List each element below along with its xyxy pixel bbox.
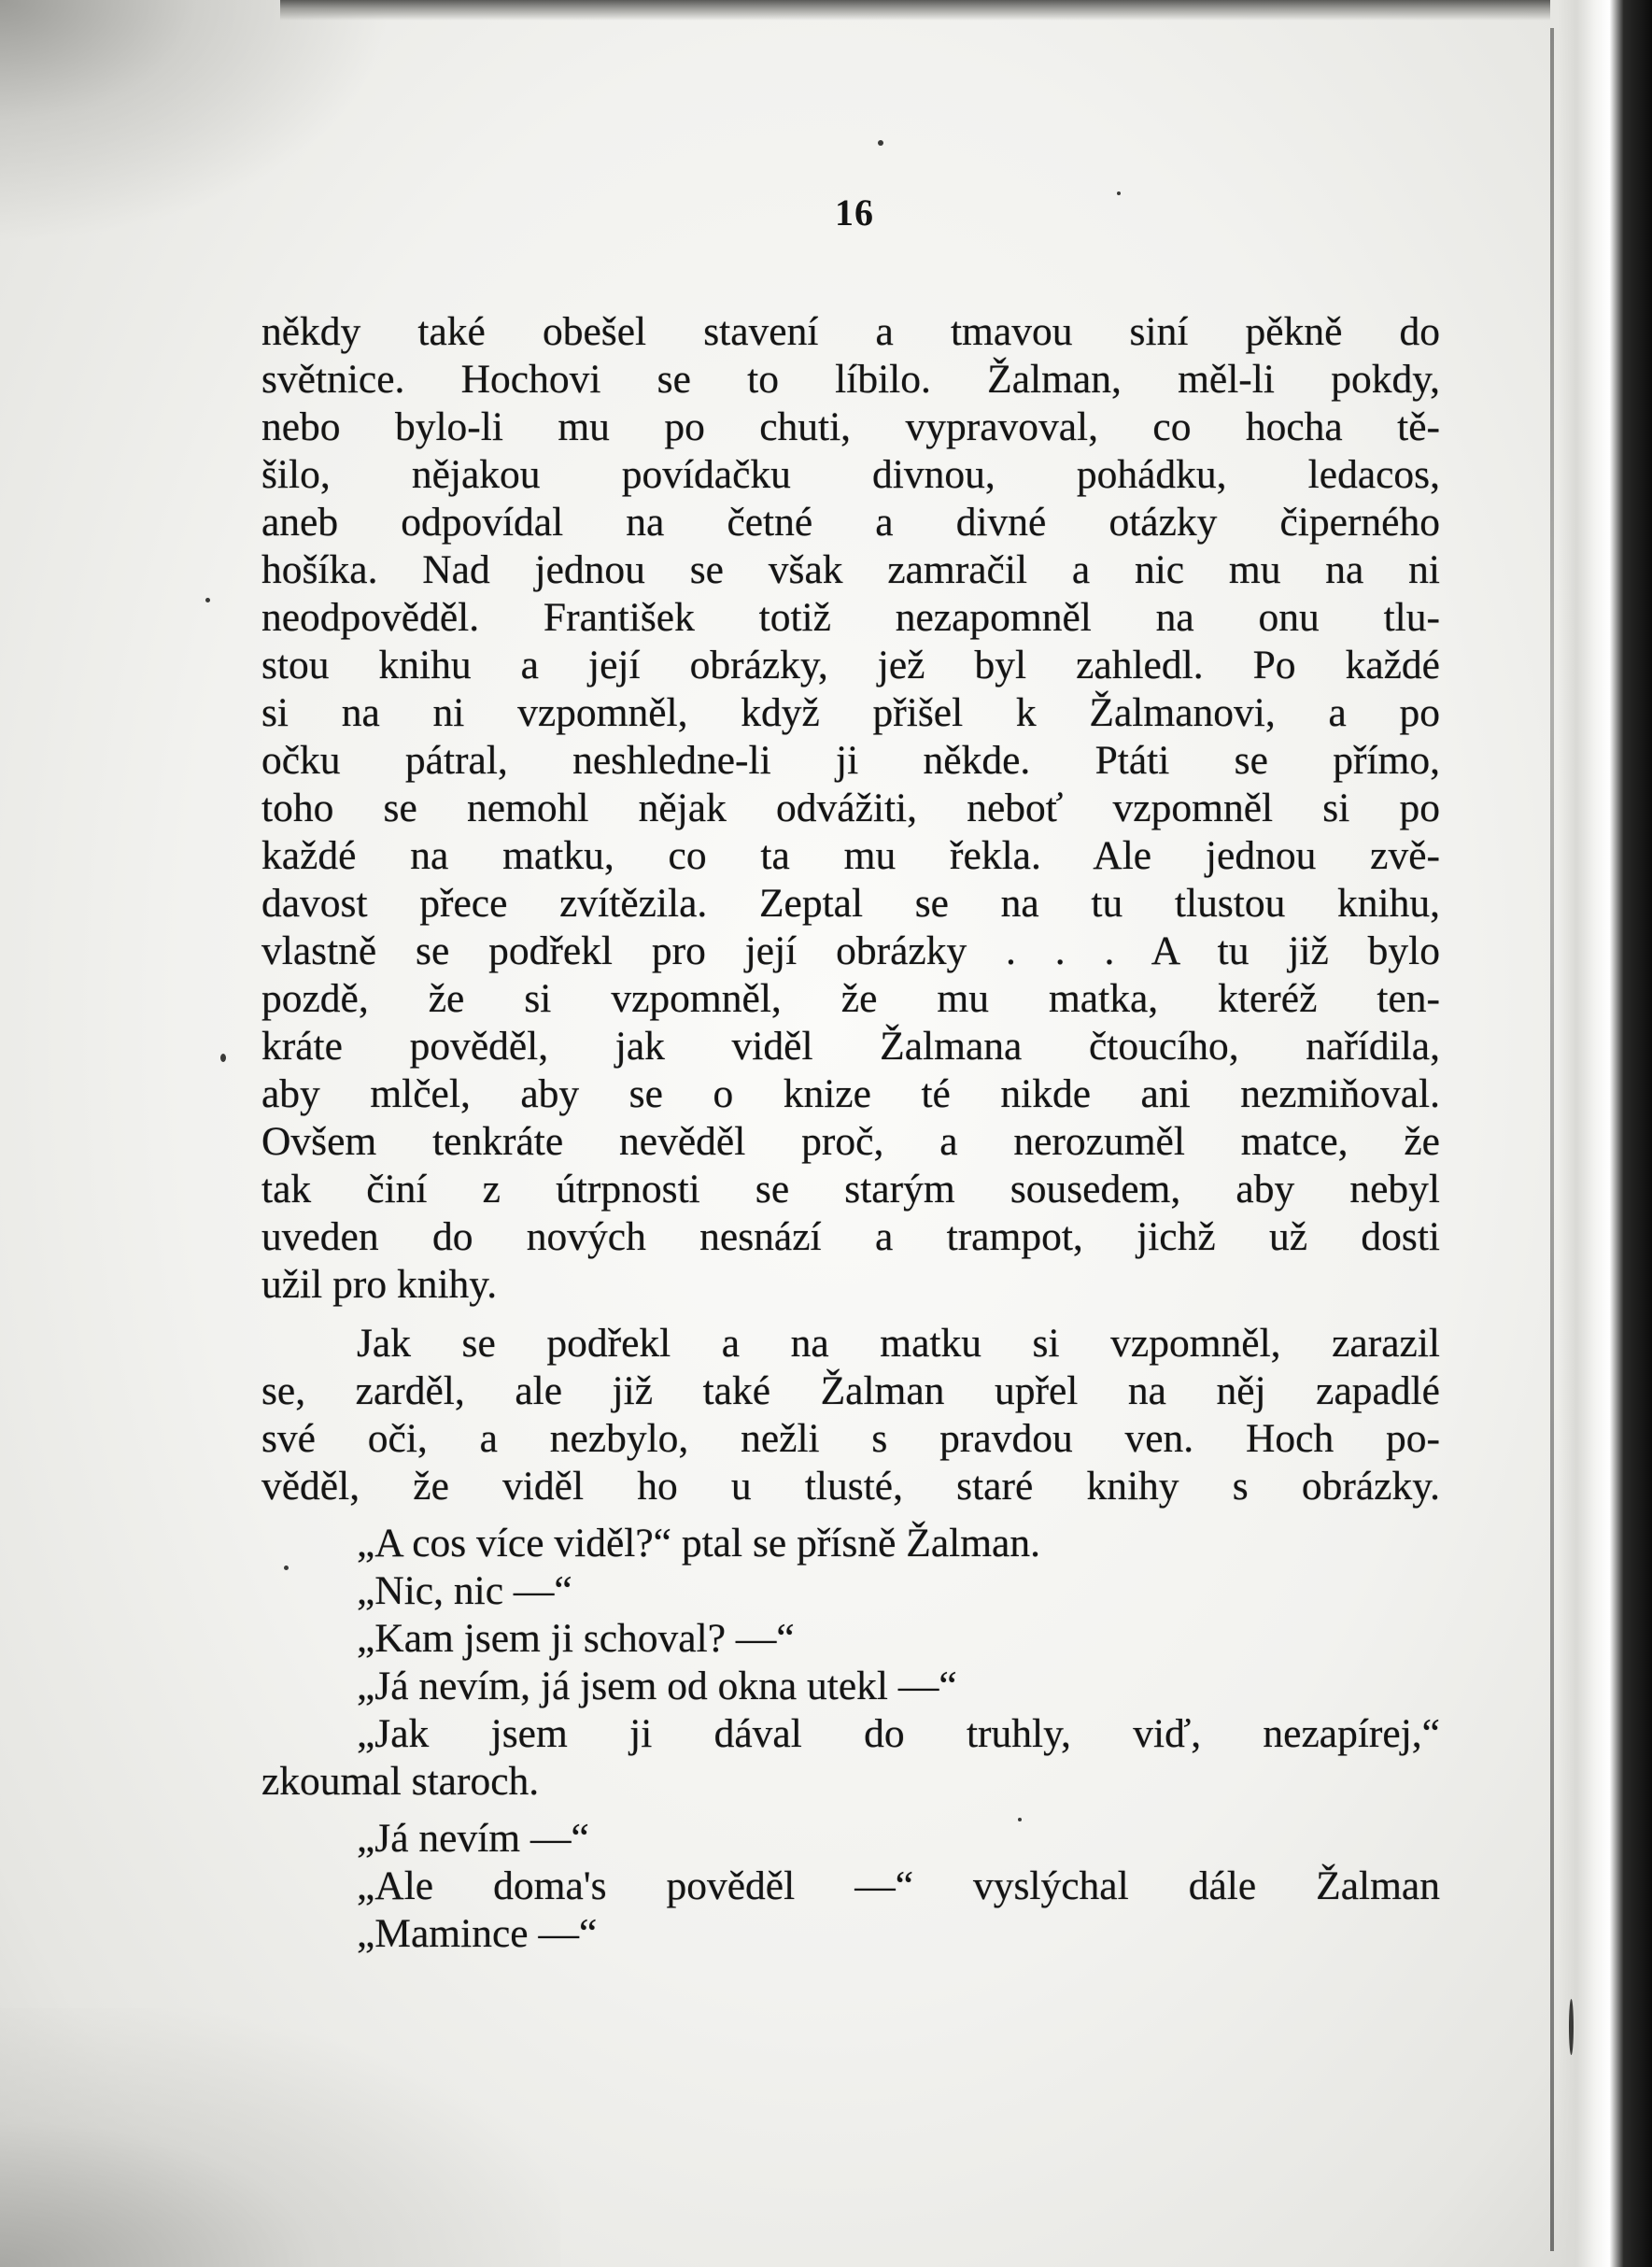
text-line: si na ni vzpomněl, když přišel k Žalmanovi, a po [261,690,1440,735]
page-fold-line [1550,28,1554,2251]
text-line: davost přece zvítězila. Zeptal se na tu tlustou knihu, [261,881,1440,926]
scan-edge-top [280,0,1550,21]
text-line: očku pátral, neshledne-li ji někde. Ptáti se přímo, [261,738,1440,783]
page-number: 16 [835,191,874,234]
scan-speck [220,1054,226,1062]
text-line: někdy také obešel stavení a tmavou siní pěkně do [261,309,1440,354]
paragraph-gap [261,1510,1440,1520]
text-line: každé na matku, co ta mu řekla. Ale jednou zvě- [261,833,1440,878]
text-line: stou knihu a její obrázky, jež byl zahledl. Po každé [261,643,1440,687]
text-line: Jak se podřekl a na matku si vzpomněl, zarazil [357,1321,1440,1366]
text-line: Ovšem tenkráte nevěděl proč, a nerozuměl matce, že [261,1119,1440,1164]
dialogue-line: „A cos více viděl?“ ptal se přísně Žalman. [357,1521,1040,1566]
text-line: aneb odpovídal na četné a divné otázky čiperného [261,500,1440,545]
text-line: věděl, že viděl ho u tlusté, staré knihy s obrázky. [261,1464,1440,1509]
text-line: kráte pověděl, jak viděl Žalmana čtoucího, nařídila, [261,1024,1440,1069]
dialogue-line: „Já nevím, já jsem od okna utekl —“ [357,1664,957,1708]
text-line: aby mlčel, aby se o knize té nikde ani nezmiňoval. [261,1071,1440,1116]
text-line: šilo, nějakou povídačku divnou, pohádku, ledacos, [261,452,1440,497]
paragraph-gap [261,1806,1440,1815]
text-line: neodpověděl. František totiž nezapomněl na onu tlu- [261,595,1440,640]
paragraph-gap [261,1309,1440,1320]
text-line: své oči, a nezbylo, nežli s pravdou ven. Hoch po- [261,1416,1440,1461]
text-line: tak činí z útrpnosti se starým sousedem, aby nebyl [261,1167,1440,1211]
dialogue-line: „Nic, nic —“ [357,1568,572,1613]
text-line: se, zarděl, ale již také Žalman upřel na něj zapadlé [261,1368,1440,1413]
text-line: světnice. Hochovi se to líbilo. Žalman, měl-li pokdy, [261,357,1440,402]
dialogue-line: „Jak jsem ji dával do truhly, viď, nezapírej,“ [357,1711,1440,1756]
text-line: hošíka. Nad jednou se však zamračil a nic mu na ni [261,547,1440,592]
dialogue-line: zkoumal staroch. [261,1759,540,1804]
scan-edge-right [1558,0,1652,2267]
scan-speck [878,140,883,146]
dialogue-line: „Ale doma's pověděl —“ vyslýchal dále Žalman [357,1863,1440,1908]
body-text [261,308,1440,1958]
dialogue-line: „Kam jsem ji schoval? —“ [357,1616,795,1661]
text-line: uveden do nových nesnází a trampot, jichž už dosti [261,1214,1440,1259]
text-line: nebo bylo-li mu po chuti, vypravoval, co hocha tě- [261,404,1440,449]
text-line: užil pro knihy. [261,1262,498,1307]
dialogue-line: „Mamince —“ [357,1911,598,1956]
scan-shadow-bottom-left [0,2008,560,2267]
scan-speck [1569,1999,1574,2055]
text-line: vlastně se podřekl pro její obrázky . . . A tu již bylo [261,928,1440,973]
text-line: pozdě, že si vzpomněl, že mu matka, kteréž ten- [261,976,1440,1021]
text-line: toho se nemohl nějak odvážiti, neboť vzpomněl si po [261,786,1440,830]
dialogue-line: „Já nevím —“ [357,1816,589,1861]
scan-speck [205,598,210,602]
